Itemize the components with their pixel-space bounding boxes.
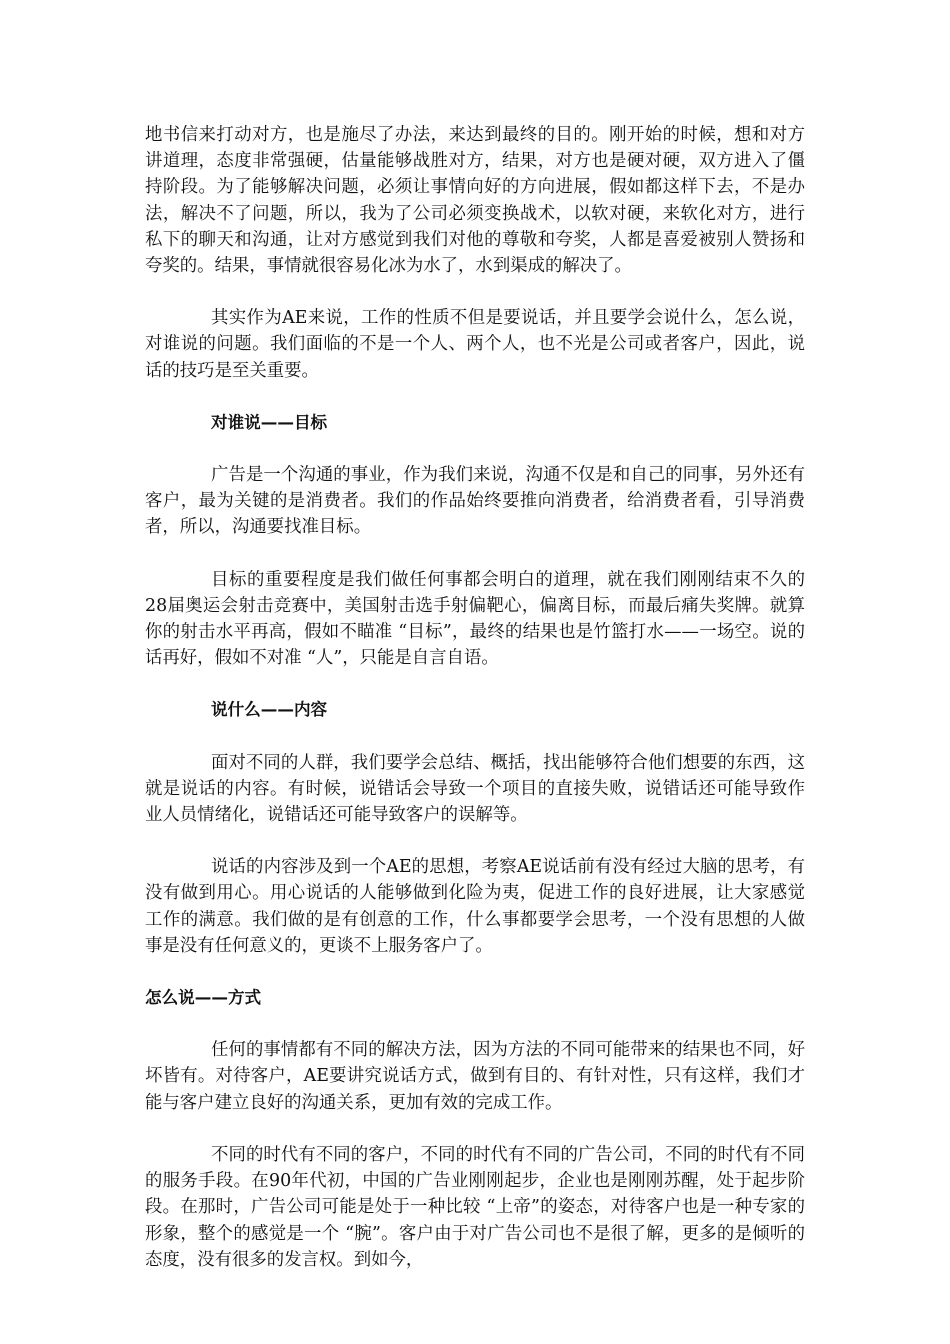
paragraph-1: 地书信来打动对方，也是施尽了办法，来达到最终的目的。刚开始的时候，想和对方讲道理，态度非常强硬，估量能够战胜对方，结果，对方也是硬对硬，双方进入了僵持阶段。为了能够解决问题，必须让事情向好的方向进展，假如都这样下去，不是办法，解决不了问题，所以，我为了公司必须变换战术，以软对硬，来软化对方，进行私下的聊天和沟通，让对方感觉到我们对他的尊敬和夸奖，人都是喜爱被别人赞扬和夸奖的。结果，事情就很容易化冰为水了，水到渠成的解决了。 — [145, 125, 805, 277]
section-heading-target: 对谁说——目标 — [211, 412, 328, 432]
document-body — [145, 122, 805, 1273]
paragraph-5: 面对不同的人群，我们要学会总结、概括，找出能够符合他们想要的东西，这就是说话的内容。有时候，说错话会导致一个项目的直接失败，说错话还可能导致作业人员情绪化，说错话还可能导致客户的误解等。 — [145, 752, 805, 826]
section-heading-method: 怎么说——方式 — [145, 988, 262, 1008]
paragraph-3: 广告是一个沟通的事业，作为我们来说，沟通不仅是和自己的同事，另外还有客户，最为关键的是消费者。我们的作品始终要推向消费者，给消费者看，引导消费者，所以，沟通要找准目标。 — [145, 465, 805, 538]
paragraph-4: 目标的重要程度是我们做任何事都会明白的道理，就在我们刚刚结束不久的28届奥运会射击竞赛中，美国射击选手射偏靶心，偏离目标，而最后痛失奖牌。就算你的射击水平再高，假如不瞄准 “目标”，最终的结果也是竹篮打水——一场空。说的话再好，假如不对准 “人”，只能是自言自语。 — [145, 569, 805, 669]
paragraph-8: 不同的时代有不同的客户，不同的时代有不同的广告公司，不同的时代有不同的服务手段。在90年代初，中国的广告业刚刚起步，企业也是刚刚苏醒，处于起步阶段。在那时，广告公司可能是处于一种比较 “上帝”的姿态，对待客户也是一种专家的形象，整个的感觉是一个 “腕”。客户由于对广告公司也不是很了解，更多的是倾听的态度，没有很多的发言权。到如今， — [145, 1144, 805, 1270]
paragraph-2: 其实作为AE来说，工作的性质不但是要说话，并且要学会说什么，怎么说，对谁说的问题。我们面临的不是一个人、两个人，也不光是公司或者客户，因此，说话的技巧是至关重要。 — [145, 308, 805, 381]
section-heading-content: 说什么——内容 — [211, 700, 328, 720]
paragraph-7: 任何的事情都有不同的解决方法，因为方法的不同可能带来的结果也不同，好坏皆有。对待客户，AE要讲究说话方式，做到有目的、有针对性，只有这样，我们才能与客户建立良好的沟通关系，更加有效的完成工作。 — [145, 1040, 805, 1113]
paragraph-6: 说话的内容涉及到一个AE的思想，考察AE说话前有没有经过大脑的思考，有没有做到用心。用心说话的人能够做到化险为夷，促进工作的良好进展，让大家感觉工作的满意。我们做的是有创意的工作，什么事都要学会思考，一个没有思想的人做事是没有任何意义的，更谈不上服务客户了。 — [145, 857, 805, 956]
